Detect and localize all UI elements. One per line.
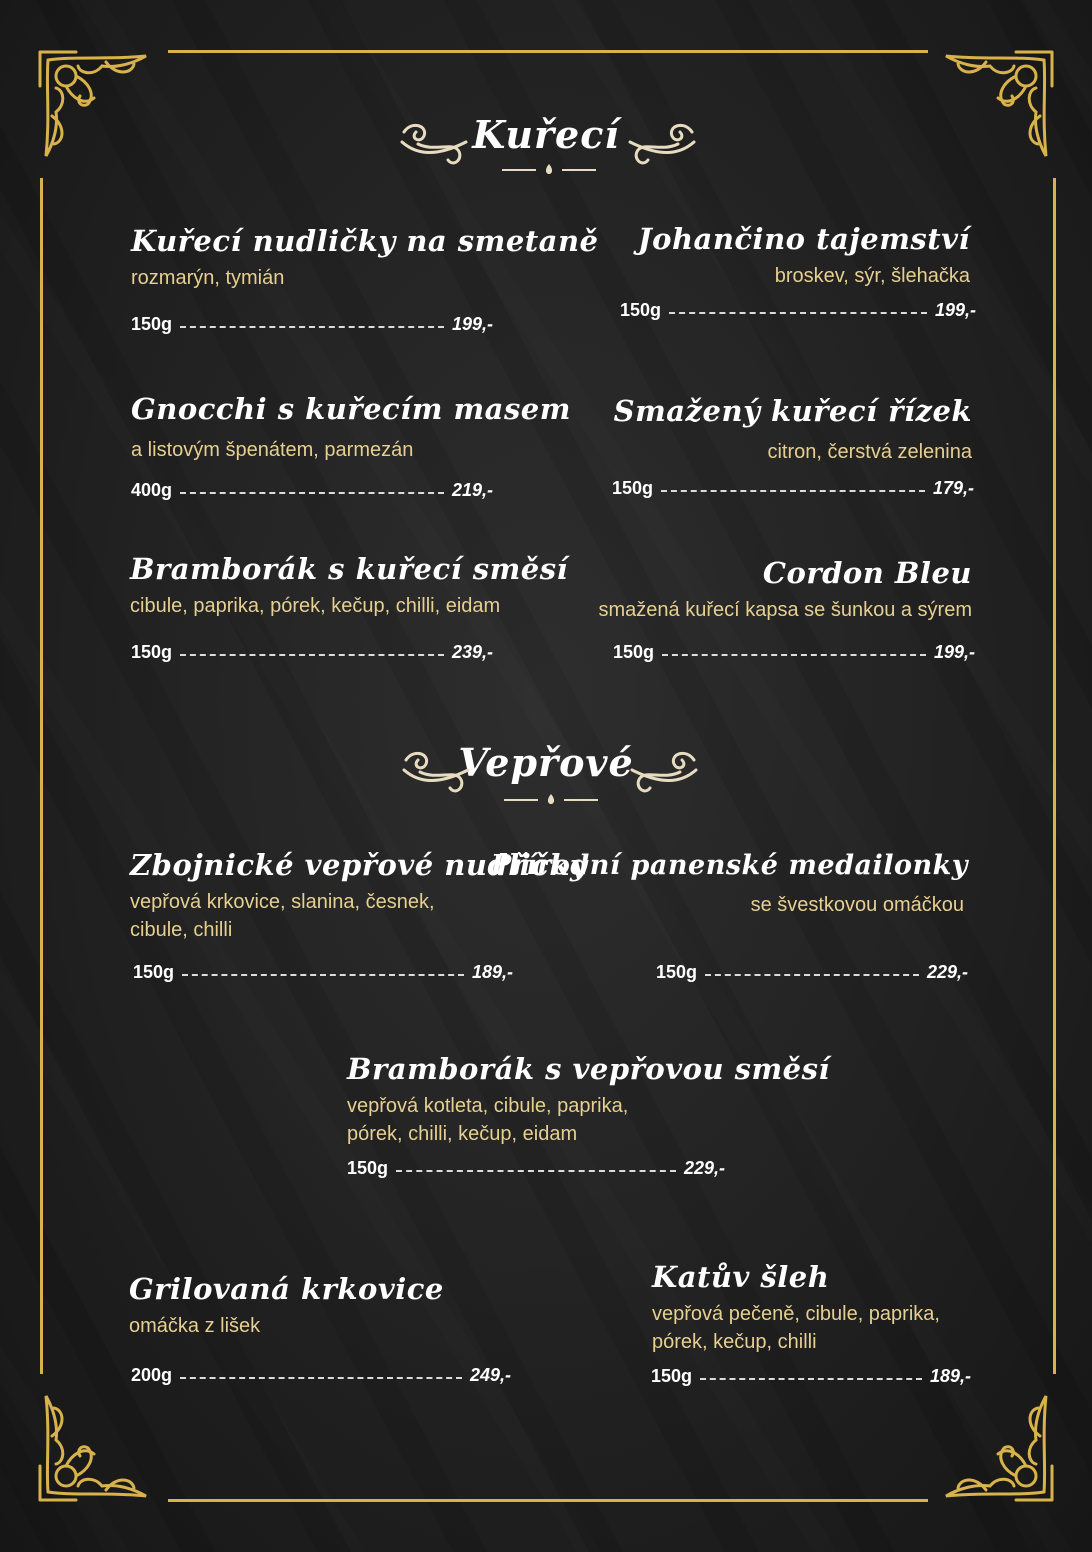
menu-item	[491, 850, 968, 919]
item-price: 199,-	[451, 314, 493, 334]
dotted-leader	[700, 1378, 922, 1380]
section-heading-chicken	[0, 112, 1092, 182]
dotted-leader	[705, 974, 919, 976]
item-name: Cordon Bleu	[762, 556, 972, 590]
price-row	[131, 1365, 511, 1386]
item-price: 249,-	[469, 1365, 511, 1385]
dotted-leader	[180, 654, 444, 656]
item-description: broskev, sýr, šlehačka	[774, 265, 970, 287]
menu-item	[131, 392, 571, 464]
price-row	[651, 1366, 971, 1387]
section-heading-pork	[0, 740, 1092, 810]
menu-item	[347, 1052, 830, 1148]
menu-item	[614, 394, 972, 466]
item-price: 229,-	[683, 1158, 725, 1178]
item-weight: 200g	[131, 1365, 173, 1385]
item-name: Přírodní panenské medailonky	[490, 850, 968, 881]
item-price: 219,-	[451, 480, 493, 500]
dotted-leader	[661, 490, 925, 492]
dotted-leader	[669, 312, 927, 314]
price-row	[620, 300, 976, 321]
item-price: 179,-	[932, 478, 974, 498]
dotted-leader	[180, 326, 444, 328]
section-title: Vepřové	[458, 740, 634, 785]
menu-item	[129, 1272, 444, 1340]
price-row	[131, 314, 493, 335]
dotted-leader	[662, 654, 926, 656]
item-name: Smažený kuřecí řízek	[613, 394, 972, 428]
item-price: 189,-	[471, 962, 513, 982]
item-weight: 150g	[612, 478, 654, 498]
item-name: Katův šleh	[652, 1260, 830, 1294]
item-description: cibule, paprika, pórek, kečup, chilli, eidam	[130, 595, 501, 617]
item-description: omáčka z lišek	[129, 1315, 261, 1337]
item-weight: 150g	[613, 642, 655, 662]
section-title: Kuřecí	[472, 112, 620, 157]
item-weight: 150g	[133, 962, 175, 982]
item-weight: 150g	[347, 1158, 389, 1178]
item-description: se švestkovou omáčkou	[750, 894, 964, 916]
item-name: Gnocchi s kuřecím masem	[131, 392, 571, 426]
dotted-leader	[396, 1170, 676, 1172]
dotted-leader	[182, 974, 464, 976]
flourish-left-icon	[400, 740, 472, 796]
item-weight: 150g	[620, 300, 662, 320]
menu-item	[652, 1260, 940, 1356]
item-description: citron, čerstvá zelenina	[767, 441, 972, 463]
price-row	[131, 642, 493, 663]
item-name: Kuřecí nudličky na smetaně	[131, 224, 599, 258]
item-description: smažená kuřecí kapsa se šunkou a sýrem	[598, 599, 972, 621]
corner-ornament-bottom-left	[36, 1386, 156, 1506]
price-row	[133, 962, 513, 983]
item-description: vepřová pečeně, cibule, paprika, pórek, kečup, chilli	[652, 1303, 940, 1353]
price-row	[613, 642, 975, 663]
item-price: 189,-	[929, 1366, 971, 1386]
menu-item	[130, 552, 568, 620]
item-description: vepřová krkovice, slanina, česnek, cibule, chilli	[130, 891, 435, 941]
item-weight: 400g	[131, 480, 173, 500]
item-description: a listovým špenátem, parmezán	[131, 439, 414, 461]
item-price: 199,-	[934, 300, 976, 320]
item-price: 239,-	[451, 642, 493, 662]
flourish-left-icon	[398, 112, 470, 168]
price-row	[347, 1158, 725, 1179]
item-name: Bramborák s kuřecí směsí	[130, 552, 569, 586]
item-weight: 150g	[131, 314, 173, 334]
item-name: Zbojnické vepřové nudličky	[130, 848, 588, 882]
item-weight: 150g	[131, 642, 173, 662]
price-row	[131, 480, 493, 501]
menu-item	[131, 224, 598, 292]
flourish-right-icon	[626, 112, 698, 168]
price-row	[612, 478, 974, 499]
item-name: Grilovaná krkovice	[129, 1272, 444, 1306]
item-weight: 150g	[651, 1366, 693, 1386]
item-weight: 150g	[656, 962, 698, 982]
leaf-divider-icon	[502, 792, 600, 806]
flourish-right-icon	[628, 740, 700, 796]
menu-item	[638, 222, 970, 290]
dotted-leader	[180, 1377, 462, 1379]
corner-ornament-bottom-right	[936, 1386, 1056, 1506]
price-row	[656, 962, 968, 983]
item-price: 229,-	[926, 962, 968, 982]
item-price: 199,-	[933, 642, 975, 662]
item-description: vepřová kotleta, cibule, paprika, pórek, chilli, kečup, eidam	[347, 1095, 629, 1145]
menu-item	[598, 556, 972, 624]
item-name: Johančino tajemství	[637, 222, 970, 256]
dotted-leader	[180, 492, 444, 494]
item-description: rozmarýn, tymián	[131, 267, 285, 289]
item-name: Bramborák s vepřovou směsí	[347, 1052, 830, 1086]
leaf-divider-icon	[500, 162, 598, 176]
